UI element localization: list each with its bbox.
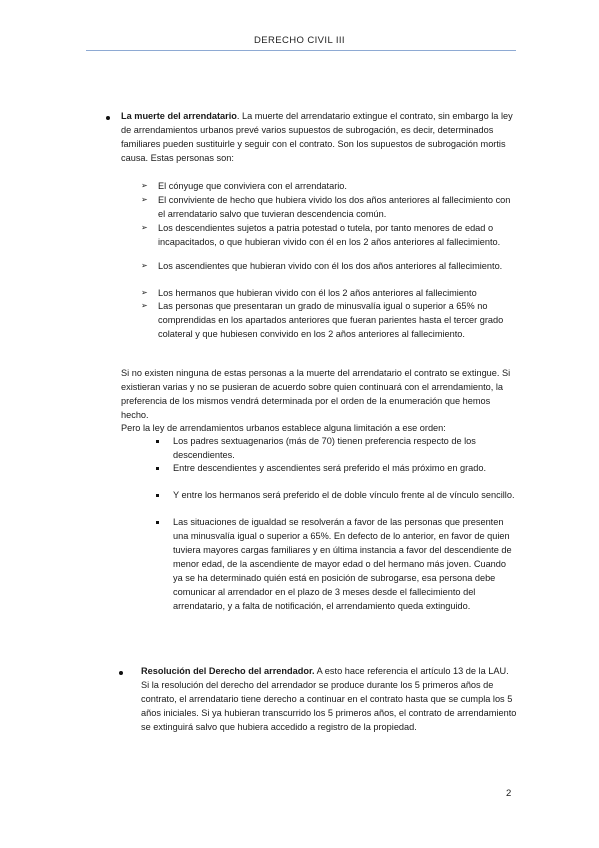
square-bullet-icon (156, 494, 159, 497)
section-death-intro: . La muerte del arrendatario extingue el contrato, sin embargo la ley de arrendamientos urbanos prevé varios supuestos de subrogación, es decir, determinados familiares pueden sustituirle y seguir con el contrato. Son los supuestos de subrogación mortis causa. Estas personas son: (121, 111, 513, 163)
arrow-bullet-icon: ➢ (141, 223, 148, 232)
limitation-item: Los padres sextuagenarios (más de 70) tienen preferencia respecto de los descendientes. (173, 436, 476, 460)
limitation-item: Las situaciones de igualdad se resolverán a favor de las personas que presenten una minusvalía igual o superior a 65%. En defecto de lo anterior, en favor de quien tuviera mayores cargas familiares y en última instancia a favor del descendiente de menor edad, de la ascendiente de mayor edad o del hermano más joven. Cuando ya se ha determinado quién está en posición de subrogarse, esa persona debe comunicar al arrendador en el plazo de 3 meses desde el fallecimiento del arrendatario, y a falta de notificación, el arrendamiento queda extinguido. (173, 517, 512, 611)
square-bullet-icon (156, 521, 159, 524)
bullet-icon (106, 116, 110, 120)
section-resolution-body: A esto hace referencia el artículo 13 de la LAU. Si la resolución del derecho del arrendador se produce durante los 5 primeros años de contrato, el arrendatario tiene derecho a continuar en el contrato hasta que se cumpla los 5 años iniciales. Si ya hubieran transcurrido los 5 primeros años, el contrato de arrendamiento se extinguirá salvo que hubiera accedido a registro de la propiedad. (141, 666, 517, 732)
arrow-bullet-icon: ➢ (141, 181, 148, 190)
list-item: Los ascendientes que hubieran vivido con él los dos años anteriores al fallecimiento. (158, 261, 503, 271)
section-death-paragraph (121, 109, 517, 165)
paragraph-limitation: Pero la ley de arrendamientos urbanos establece alguna limitación a ese orden: (121, 423, 446, 433)
square-bullet-icon (156, 440, 159, 443)
section-resolution-paragraph (141, 664, 517, 734)
arrow-bullet-icon: ➢ (141, 261, 148, 270)
bullet-icon (119, 671, 123, 675)
limitation-item: Entre descendientes y ascendientes será preferido el más próximo en grado. (173, 463, 487, 473)
list-item: El cónyuge que conviviera con el arrendatario. (158, 181, 347, 191)
section-death-heading: La muerte del arrendatario (121, 111, 237, 121)
list-item: Los descendientes sujetos a patria potestad o tutela, por tanto menores de edad o incapacitados, o que hubieran vivido con él en los 2 años anteriores al fallecimiento. (158, 223, 501, 247)
list-item: Los hermanos que hubieran vivido con él los 2 años anteriores al fallecimiento (158, 288, 477, 298)
section-resolution-heading: Resolución del Derecho del arrendador. (141, 666, 315, 676)
limitation-item: Y entre los hermanos será preferido el de doble vínculo frente al de vínculo sencillo. (173, 490, 515, 500)
header-rule (86, 50, 516, 51)
list-item: El conviviente de hecho que hubiera vivido los dos años anteriores al fallecimiento con el arrendatario salvo que tuvieran descendencia común. (158, 195, 511, 219)
paragraph-order: Si no existen ninguna de estas personas a la muerte del arrendatario el contrato se extingue. Si existieran varias y no se pusieran de acuerdo sobre quien continuará con el arrendamiento, la preferencia de los mismos vendrá determinada por el orden de la enumeración que hemos hecho. (121, 368, 511, 420)
list-item: Las personas que presentaran un grado de minusvalía igual o superior a 65% no comprendidas en los apartados anteriores que fueran parientes hasta el tercer grado colateral y que hubiesen convivido en los 2 años anteriores al fallecimiento. (158, 301, 504, 339)
square-bullet-icon (156, 467, 159, 470)
page-header: DERECHO CIVIL III (254, 35, 345, 46)
arrow-bullet-icon: ➢ (141, 301, 148, 310)
arrow-bullet-icon: ➢ (141, 195, 148, 204)
page-number: 2 (506, 788, 512, 799)
arrow-bullet-icon: ➢ (141, 288, 148, 297)
